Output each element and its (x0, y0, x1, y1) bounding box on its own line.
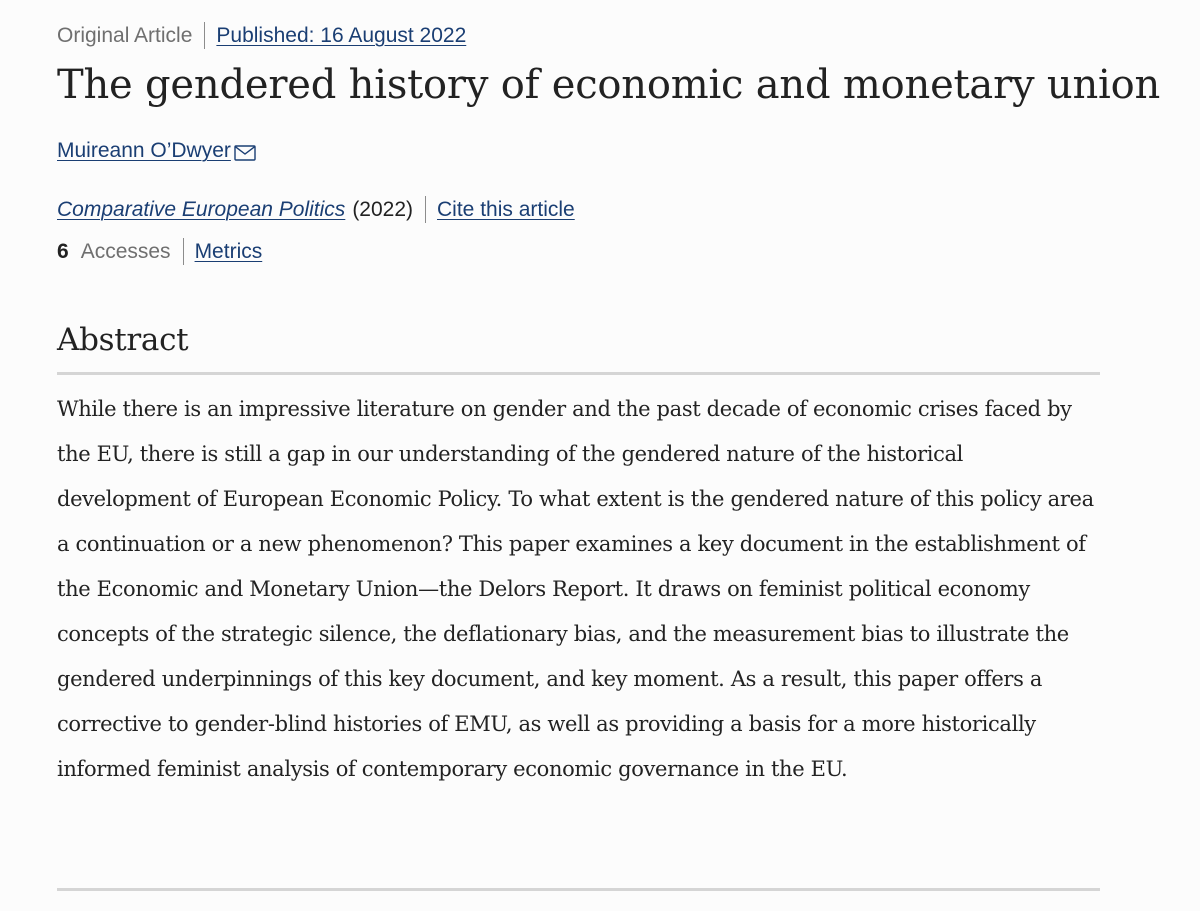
publication-year: (2022) (352, 197, 414, 221)
divider (183, 238, 184, 265)
abstract-heading: Abstract (57, 322, 189, 358)
article-type-row (57, 22, 466, 49)
cite-article-link[interactable]: Cite this article (437, 197, 575, 221)
access-count: 6 (57, 239, 69, 263)
article-type: Original Article (57, 23, 193, 47)
journal-row (57, 196, 575, 223)
envelope-icon[interactable] (234, 143, 256, 159)
divider (204, 22, 205, 49)
section-divider (57, 372, 1100, 375)
accesses-label: Accesses (80, 239, 171, 263)
access-metrics-row (57, 238, 262, 265)
published-date-link[interactable]: Published: 16 August 2022 (216, 23, 467, 47)
section-divider (57, 888, 1100, 891)
author-row (57, 139, 256, 163)
article-title: The gendered history of economic and monetary union (57, 62, 1161, 108)
journal-link[interactable]: Comparative European Politics (57, 197, 346, 221)
metrics-link[interactable]: Metrics (194, 239, 263, 263)
abstract-text: While there is an impressive literature on gender and the past decade of economic crises faced by the EU, there is still a gap in our understanding of the gendered nature of the historical development of European Economic Policy. To what extent is the gendered nature of this policy area a continuation or a new phenomenon? This paper examines a key document in the establishment of the Economic and Monetary Union—the Delors Report. It draws on feminist political economy concepts of the strategic silence, the deflationary bias, and the measurement bias to illustrate the gendered underpinnings of this key document, and key moment. As a result, this paper offers a corrective to gender-blind histories of EMU, as well as providing a basis for a more historically informed feminist analysis of contemporary economic governance in the EU. (57, 397, 1094, 781)
divider (425, 196, 426, 223)
author-link[interactable]: Muireann O’Dwyer (57, 139, 231, 162)
